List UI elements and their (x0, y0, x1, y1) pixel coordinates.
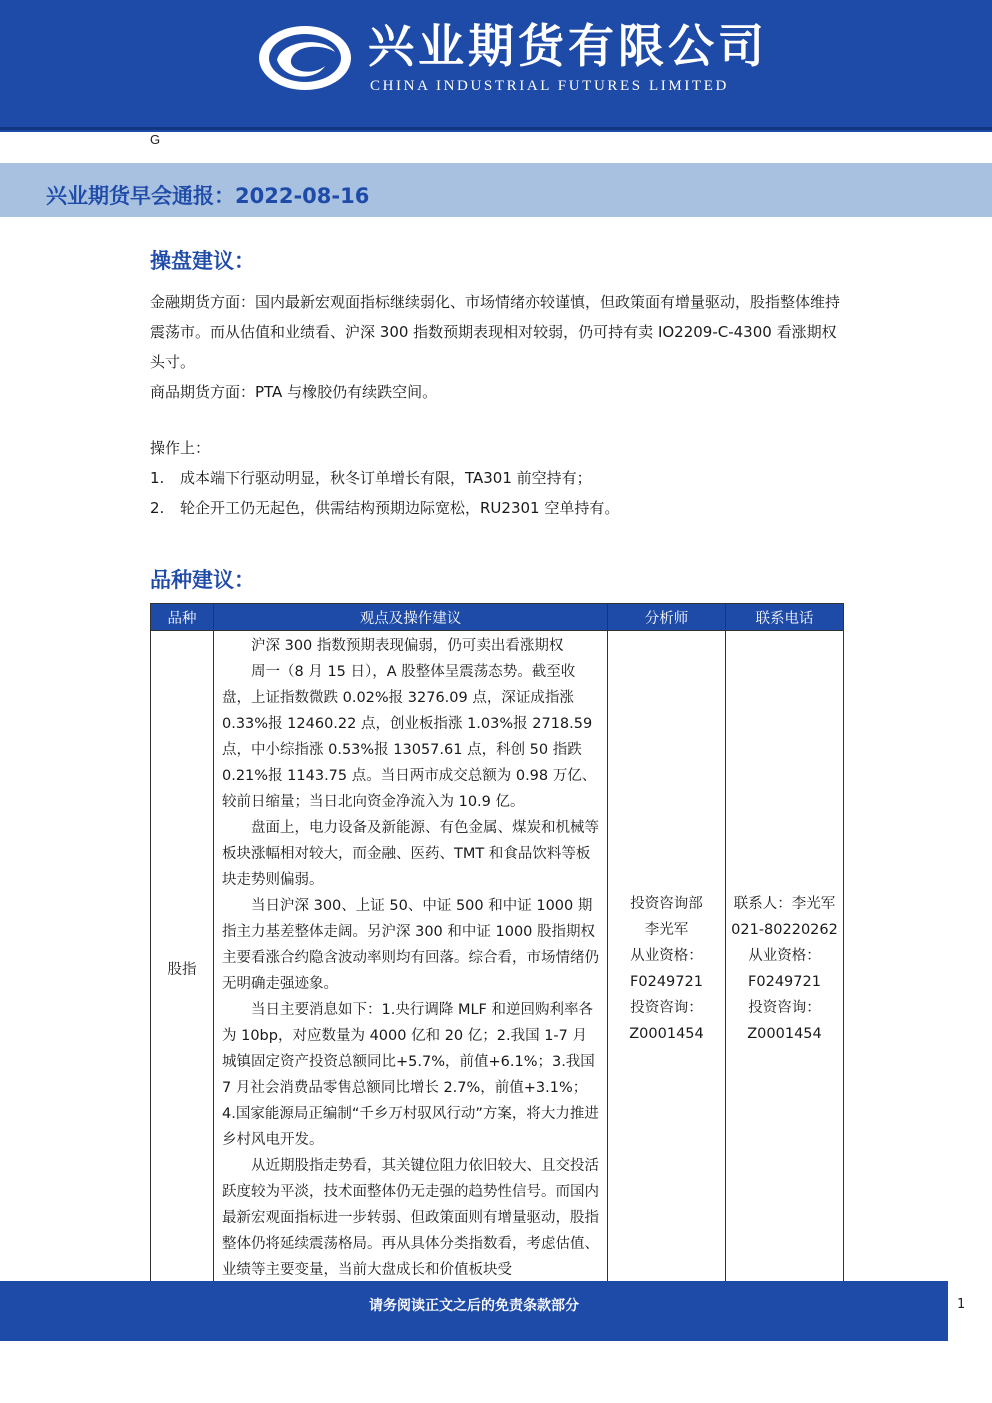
company-name-cn: 兴业期货有限公司 (368, 19, 768, 73)
analyst-qual-label: 从业资格： (630, 947, 703, 964)
contact-consult-label: 投资咨询： (748, 999, 821, 1016)
advice-cell (214, 631, 608, 1307)
column-header-advice: 观点及操作建议 (214, 604, 608, 631)
analyst-dept: 投资咨询部 (630, 895, 703, 912)
cif-swirl-logo-icon (255, 22, 355, 94)
contact-cell (726, 631, 844, 1307)
advice-paragraph: 周一（8 月 15 日），A 股整体呈震荡态势。截至收盘，上证指数微跌 0.02%报 3276.09 点，深证成指涨 0.33%报 12460.22 点，创业板指涨 1.03%报 2718.59 点，中小综指涨 0.53%报 13057.61 点，科创 50 指跌 0.21%报 1143.75 点。当日两市成交总额为 0.98 万亿、较前日缩量；当日北向资金净流入为 10.9 亿。 (222, 664, 597, 810)
operation-heading: 操盘建议： (150, 249, 255, 273)
operation-item (150, 463, 592, 493)
contact-phone: 021-80220262 (731, 921, 838, 938)
analyst-consult-label: 投资咨询： (630, 999, 703, 1016)
advice-paragraph: 当日沪深 300、上证 50、中证 500 和中证 1000 期指主力基差整体走阔。另沪深 300 和中证 1000 股指期权主要看涨合约隐含波动率则均有回落。综合看，市场情绪仍无明确走强迹象。 (222, 898, 599, 992)
operation-item-number: 2. (150, 499, 165, 517)
page-number: 1 (957, 1297, 966, 1312)
variety-cell: 股指 (151, 631, 214, 1307)
disclaimer-text: 请务阅读正文之后的免责条款部分 (369, 1298, 579, 1314)
advice-paragraph: 沪深 300 指数预期表现偏弱，仍可卖出看涨期权 (251, 638, 564, 654)
analyst-cell (608, 631, 726, 1307)
contact-qual-label: 从业资格： (748, 947, 821, 964)
analyst-name: 李光军 (644, 921, 689, 938)
column-header-variety: 品种 (151, 604, 214, 631)
commodity-futures-paragraph: 商品期货方面：PTA 与橡胶仍有续跌空间。 (150, 383, 438, 401)
report-title: 兴业期货早会通报：2022-08-16 (46, 184, 370, 208)
operation-item-text: 成本端下行驱动明显，秋冬订单增长有限，TA301 前空持有； (180, 469, 592, 487)
operation-item-number: 1. (150, 469, 165, 487)
advice-paragraph: 从近期股指走势看，其关键位阻力依旧较大、且交投活跃度较为平淡，技术面整体仍无走强的趋势性信号。而国内最新宏观面指标进一步转弱、但政策面则有增量驱动，股指整体仍将延续震荡格局。再从具体分类指数看，考虑估值、业绩等主要变量，当前大盘成长和价值板块受 (222, 1158, 599, 1278)
advice-paragraph: 盘面上，电力设备及新能源、有色金属、煤炭和机械等板块涨幅相对较大，而金融、医药、TMT 和食品饮料等板块走势则偏弱。 (222, 820, 599, 888)
column-header-contact: 联系电话 (726, 604, 844, 631)
operation-item-text: 轮企开工仍无起色，供需结构预期边际宽松，RU2301 空单持有。 (180, 499, 620, 517)
contact-person: 联系人：李光军 (733, 895, 836, 912)
header-divider (0, 127, 992, 130)
contact-consult-number: Z0001454 (747, 1025, 822, 1042)
operation-item (150, 493, 619, 523)
analyst-consult-number: Z0001454 (629, 1025, 704, 1042)
company-name-en: CHINA INDUSTRIAL FUTURES LIMITED (370, 78, 729, 94)
analyst-qual-number: F0249721 (630, 973, 703, 990)
contact-qual-number: F0249721 (748, 973, 821, 990)
variety-advice-table (150, 603, 844, 1307)
table-header-row (151, 604, 844, 631)
financial-futures-paragraph: 金融期货方面：国内最新宏观面指标继续弱化、市场情绪亦较谨慎，但政策面有增量驱动，股指整体维持震荡市。而从估值和业绩看、沪深 300 指数预期表现相对较弱，仍可持有卖 IO2209-C-4300 看涨期权头寸。 (150, 293, 841, 371)
advice-paragraph: 当日主要消息如下：1.央行调降 MLF 和逆回购利率各为 10bp，对应数量为 4000 亿和 20 亿；2.我国 1-7 月城镇固定资产投资总额同比+5.7%，前值+6.1%；3.我国 7 月社会消费品零售总额同比增长 2.7%，前值+3.1%；4.国家能源局正编制“千乡万村驭风行动”方案，将大力推进乡村风电开发。 (222, 1002, 599, 1148)
table-row (151, 631, 844, 1307)
operations-label: 操作上： (150, 439, 211, 457)
corner-letter: G (150, 132, 161, 147)
column-header-analyst: 分析师 (608, 604, 726, 631)
variety-heading: 品种建议： (150, 568, 255, 592)
